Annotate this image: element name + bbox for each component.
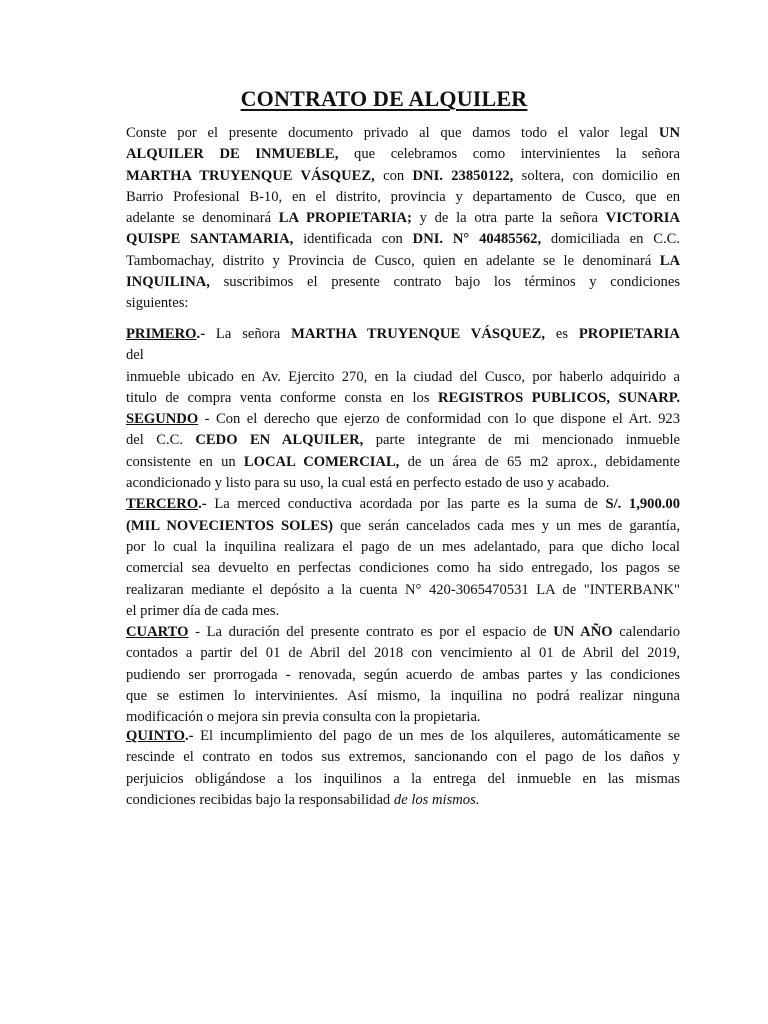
- text-run: La merced conductiva acordada por las parte es la suma de: [206, 496, 606, 513]
- clause-heading: QUINTO: [126, 728, 185, 744]
- text-run: que se estimen lo intervinientes. Así mismo, la inquilina no podrá realizar ninguna: [126, 688, 680, 705]
- clause-heading: TERCERO: [126, 496, 199, 513]
- bold-text: UN: [658, 125, 680, 141]
- bold-text: S/. 1,900.00: [605, 496, 681, 513]
- text-line: [126, 473, 680, 494]
- bold-text: .-: [184, 728, 194, 744]
- text-run: acondicionado y listo para su uso, la cual está en perfecto estado de uso y acabado.: [126, 475, 610, 492]
- text-run: condiciones recibidas bajo la responsabilidad: [126, 791, 394, 808]
- text-line: [126, 747, 680, 768]
- text-line: [126, 367, 680, 388]
- text-line: [126, 686, 680, 707]
- bold-text: MARTHA TRUYENQUE VÁSQUEZ,: [126, 167, 375, 184]
- text-run: consistente en un: [126, 453, 244, 470]
- text-run: perjuicios obligándose a los inquilinos a la entrega del inmueble en las mismas: [126, 770, 680, 787]
- bold-text: PROPIETARIA: [578, 326, 680, 342]
- text-line: [126, 643, 680, 664]
- bold-text: LA: [659, 252, 680, 269]
- text-run: domiciliada en C.C.: [541, 231, 680, 248]
- text-line: [126, 452, 680, 473]
- text-run: del C.C.: [126, 432, 196, 449]
- text-line: [126, 580, 680, 601]
- text-run: y de la otra parte la señora: [411, 210, 606, 227]
- text-run: comercial sea devuelto en perfectas condiciones como ha sido entregado, los pagos se: [126, 560, 680, 577]
- text-line: [126, 790, 680, 811]
- text-line: [126, 272, 680, 293]
- text-run: por lo cual la inquilina realizara el pago de un mes adelantado, para que dicho local: [126, 538, 680, 555]
- text-line: [126, 601, 680, 622]
- bold-text: REGISTROS PUBLICOS, SUNARP.: [438, 389, 680, 406]
- text-run: que serán cancelados cada mes y un mes de garantía,: [332, 517, 680, 534]
- text-run: con: [374, 167, 413, 184]
- clause-heading: CUARTO: [126, 624, 189, 641]
- text-line: [126, 229, 680, 250]
- bold-text: (MIL NOVECIENTOS SOLES): [126, 517, 333, 534]
- bold-text: ALQUILER DE INMUEBLE,: [126, 146, 339, 163]
- text-run: Tambomachay, distrito y Provincia de Cusco, quien en adelante se le denominará: [126, 252, 660, 269]
- bold-text: INQUILINA,: [126, 274, 210, 291]
- text-run: titulo de compra venta conforme consta en los: [126, 389, 439, 406]
- text-line: [126, 622, 680, 643]
- text-run: Barrio Profesional B-10, en el distrito, provincia y departamento de Cusco, que en: [126, 188, 680, 205]
- text-run: El incumplimiento del pago de un mes de los alquileres, automáticamente se: [193, 728, 680, 744]
- text-line: [126, 430, 680, 451]
- text-run: de un área de 65 m2 aprox., debidamente: [399, 453, 680, 470]
- text-run: La señora: [205, 326, 292, 342]
- text-line: [126, 187, 680, 208]
- text-run: - La duración del presente contrato es por el espacio de: [188, 624, 554, 641]
- text-run: suscribimos el presente contrato bajo los términos y condiciones: [209, 274, 680, 291]
- text-run: adelante se denominará: [126, 210, 279, 227]
- text-run: rescinde el contrato en todos sus extremos, sancionando con el pago de los daños y: [126, 749, 680, 766]
- text-line: [126, 251, 680, 272]
- text-run: parte integrante de mi mencionado inmueble: [363, 432, 680, 449]
- text-line: [126, 388, 680, 409]
- text-line: [126, 166, 680, 187]
- clause-fifth: [126, 726, 680, 811]
- text-run: soltera, con domicilio en: [513, 167, 680, 184]
- text-line: [126, 516, 680, 537]
- text-run: contados a partir del 01 de Abril del 2018 con vencimiento al 01 de Abril del 2019,: [126, 645, 680, 662]
- text-line: [126, 537, 680, 558]
- bold-text: DNI. N° 40485562,: [412, 231, 542, 248]
- text-line: [126, 726, 680, 747]
- bold-text: LOCAL COMERCIAL,: [243, 453, 400, 470]
- text-run: el primer día de cada mes.: [126, 602, 280, 619]
- italic-text: de los mismos.: [393, 791, 480, 808]
- bold-text: UN AÑO: [553, 624, 613, 641]
- bold-text: DNI. 23850122,: [412, 167, 514, 184]
- clause-heading: SEGUNDO: [126, 411, 199, 428]
- text-line: [126, 665, 680, 686]
- text-run: Conste por el presente documento privado al que damos todo el valor legal: [126, 125, 659, 141]
- text-line: [126, 494, 680, 515]
- text-line: [126, 144, 680, 165]
- text-run: identificada con: [293, 231, 413, 248]
- text-line: [126, 769, 680, 790]
- clause-heading: PRIMERO: [126, 326, 197, 342]
- bold-text: QUISPE SANTAMARIA,: [126, 231, 294, 248]
- text-run: modificación o mejora sin previa consulta con la propietaria.: [126, 709, 481, 726]
- text-run: pudiendo ser prorrogada - renovada, según acuerdo de ambas partes y las condiciones: [126, 666, 680, 683]
- bold-text: VICTORIA: [605, 210, 680, 227]
- text-run: realizaran mediante el depósito a la cuenta N° 420-3065470531 LA de "INTERBANK": [126, 581, 680, 598]
- bold-text: MARTHA TRUYENQUE VÁSQUEZ,: [291, 326, 545, 342]
- clauses-first-to-fourth: [126, 324, 680, 729]
- text-run: siguientes:: [126, 295, 189, 312]
- text-line: [126, 345, 680, 366]
- text-line: [126, 123, 680, 144]
- document-title: CONTRATO DE ALQUILER: [240, 86, 528, 111]
- text-line: [126, 558, 680, 579]
- bold-text: LA PROPIETARIA;: [278, 210, 412, 227]
- text-line: [126, 293, 680, 314]
- text-line: [126, 208, 680, 229]
- text-run: que celebramos como intervinientes la señora: [338, 146, 680, 163]
- text-run: del: [126, 347, 144, 364]
- text-line: [126, 409, 680, 430]
- bold-text: .-: [198, 496, 207, 513]
- bold-text: .-: [196, 326, 206, 342]
- bold-text: CEDO EN ALQUILER,: [195, 432, 364, 449]
- intro-paragraph: [126, 123, 680, 315]
- text-run: es: [544, 326, 579, 342]
- text-run: calendario: [612, 624, 681, 641]
- text-line: [126, 324, 680, 345]
- text-run: - Con el derecho que ejerzo de conformidad con lo que dispone el Art. 923: [198, 411, 680, 428]
- text-run: inmueble ubicado en Av. Ejercito 270, en la ciudad del Cusco, por haberlo adquirido a: [126, 368, 680, 385]
